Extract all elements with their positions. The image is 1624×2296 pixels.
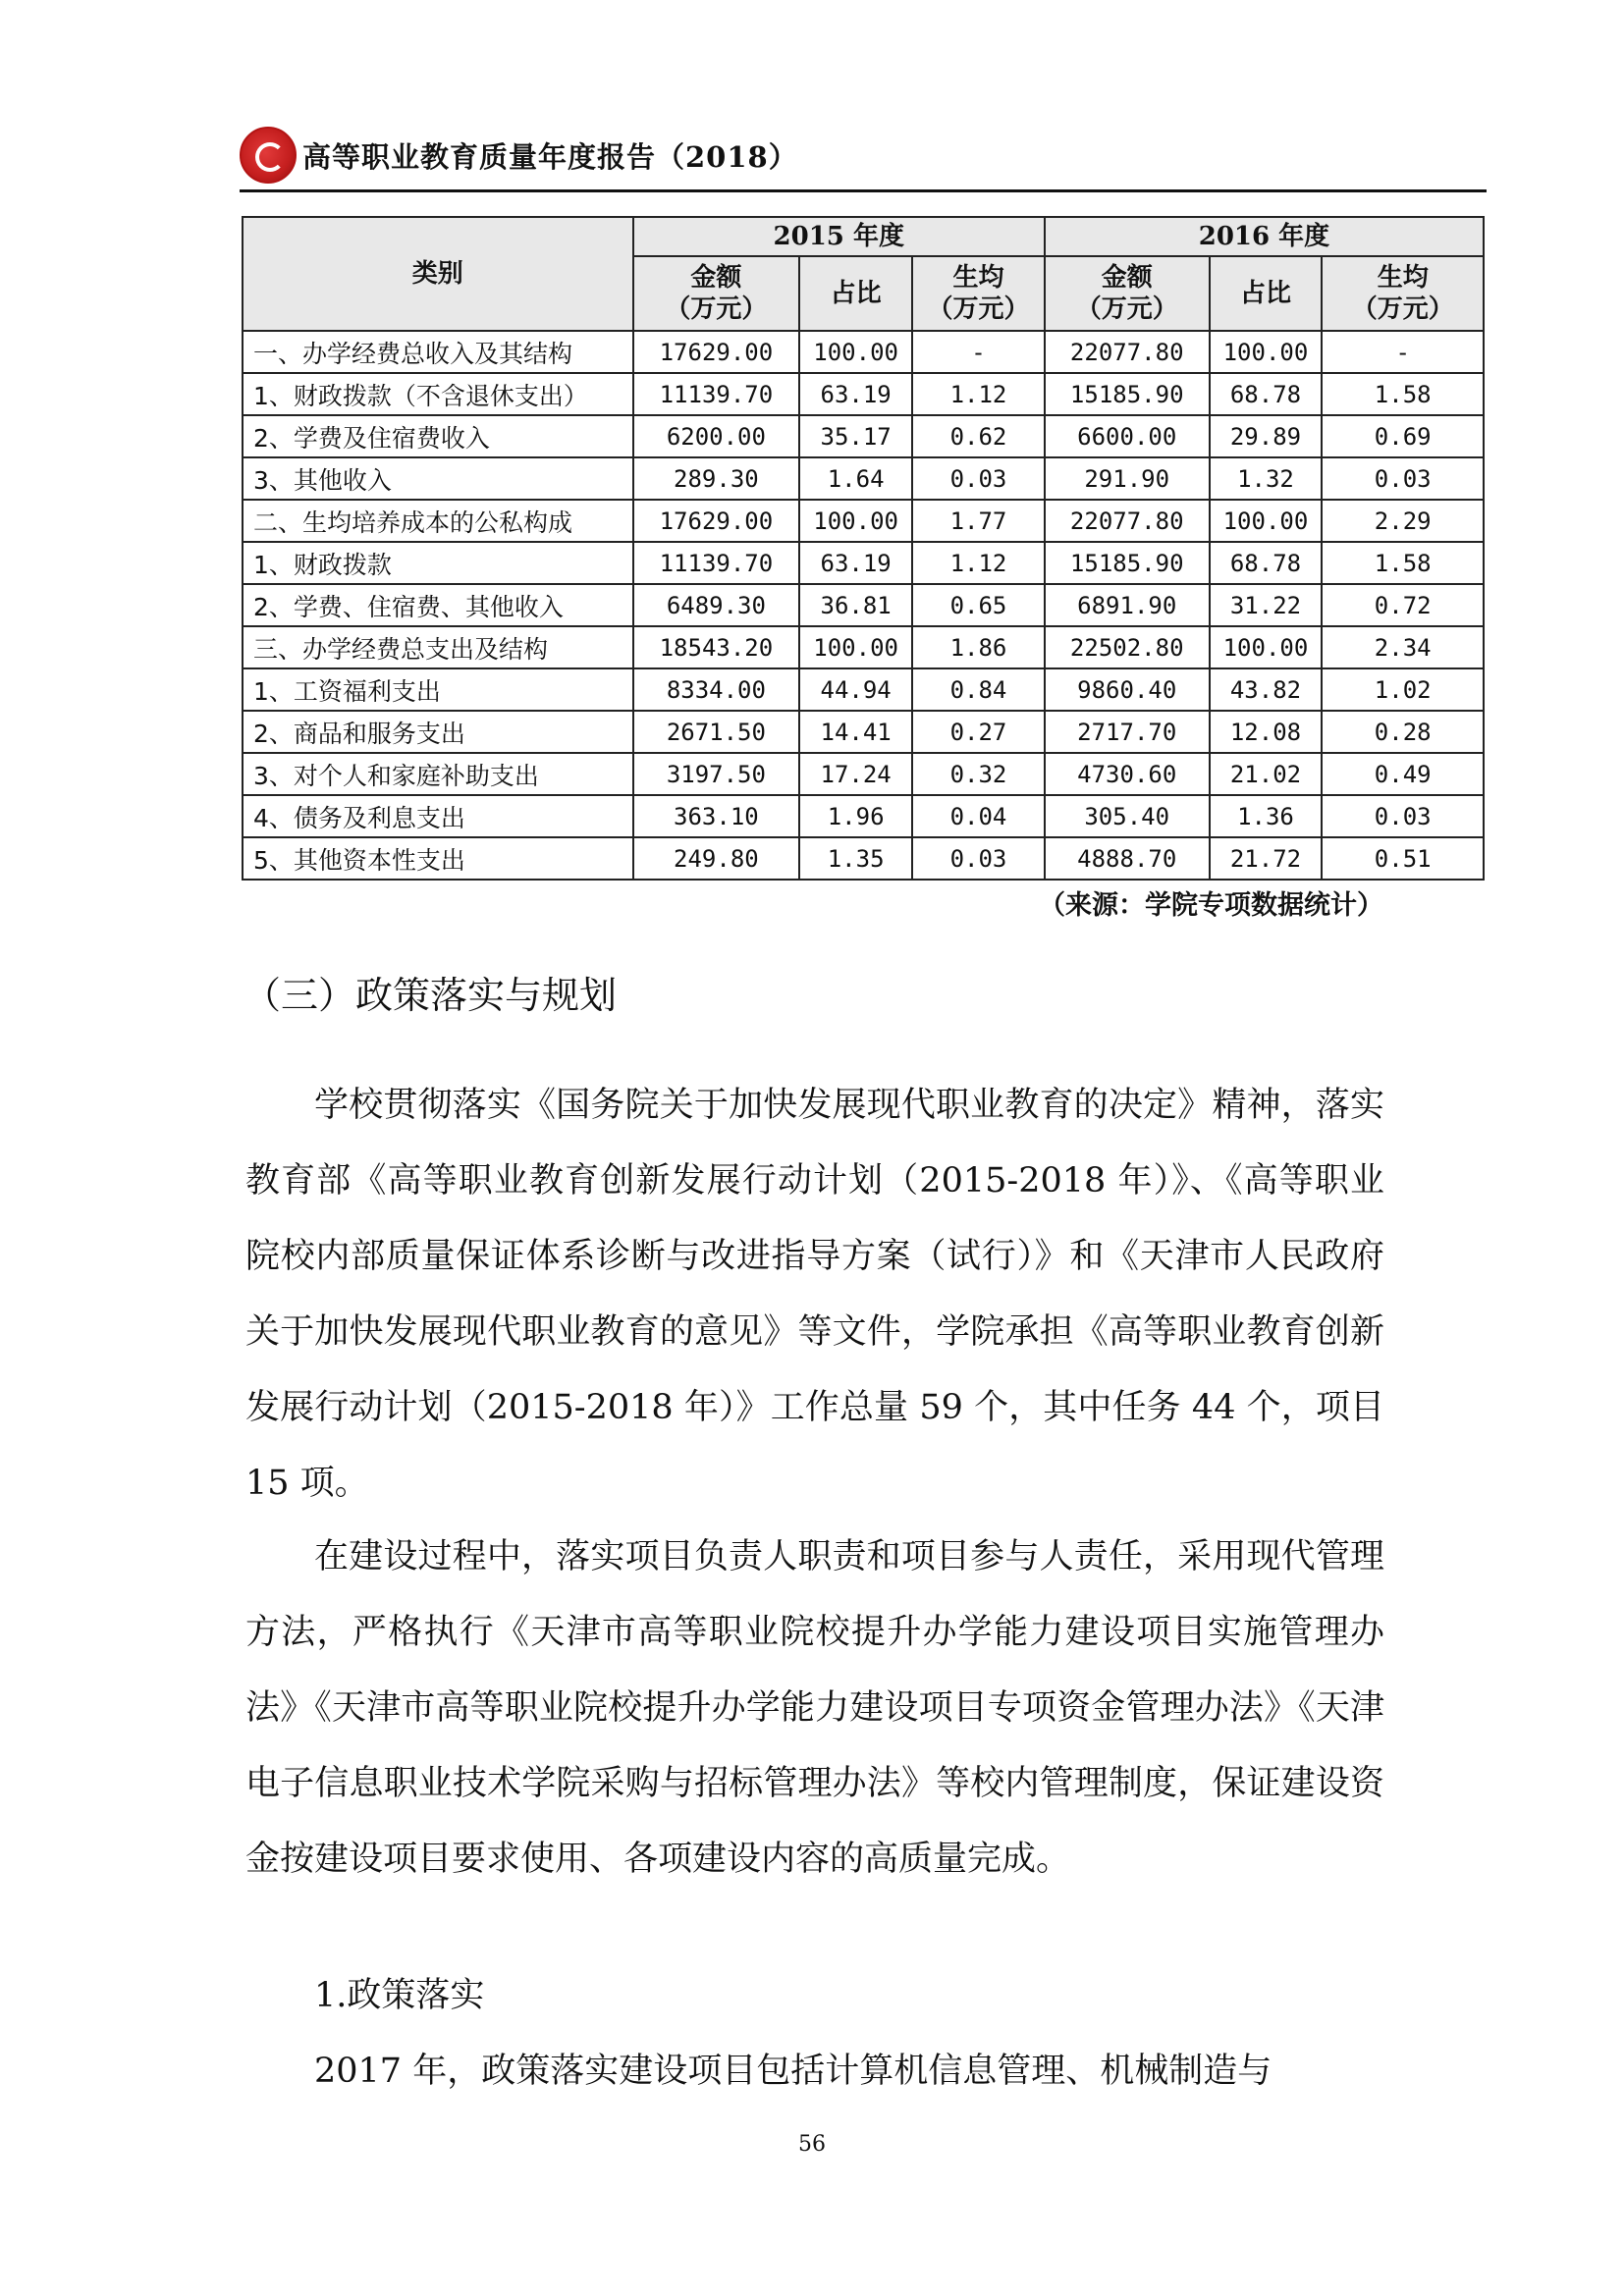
- table-row: [243, 373, 1484, 415]
- finance-table: [242, 216, 1485, 881]
- category-cell: 1、工资福利支出: [243, 668, 633, 711]
- value-cell: 6200.00: [633, 415, 800, 457]
- value-cell: -: [912, 331, 1045, 373]
- paragraph: [245, 1958, 1384, 2109]
- value-cell: 14.41: [799, 711, 912, 753]
- value-cell: 2.34: [1322, 626, 1484, 668]
- value-cell: 2671.50: [633, 711, 800, 753]
- value-cell: 100.00: [1210, 331, 1323, 373]
- value-cell: 0.03: [1322, 795, 1484, 837]
- value-cell: 6489.30: [633, 584, 800, 626]
- page-header: [240, 126, 798, 185]
- category-cell: 二、生均培养成本的公私构成: [243, 500, 633, 542]
- value-cell: 68.78: [1210, 373, 1323, 415]
- table-body: [243, 331, 1484, 880]
- value-cell: 0.27: [912, 711, 1045, 753]
- value-cell: 8334.00: [633, 668, 800, 711]
- value-cell: 4888.70: [1045, 837, 1210, 880]
- value-cell: 22077.80: [1045, 500, 1210, 542]
- value-cell: 44.94: [799, 668, 912, 711]
- value-cell: 2717.70: [1045, 711, 1210, 753]
- value-cell: 0.69: [1322, 415, 1484, 457]
- page-number: 56: [798, 2132, 826, 2157]
- header-divider: [240, 189, 1487, 192]
- value-cell: 15185.90: [1045, 373, 1210, 415]
- value-cell: 1.36: [1210, 795, 1323, 837]
- year-2016-header: 2016 年度: [1045, 217, 1484, 256]
- value-cell: 0.03: [1322, 457, 1484, 500]
- table-row: [243, 584, 1484, 626]
- category-cell: 5、其他资本性支出: [243, 837, 633, 880]
- value-cell: 31.22: [1210, 584, 1323, 626]
- value-cell: 289.30: [633, 457, 800, 500]
- value-cell: 1.58: [1322, 373, 1484, 415]
- value-cell: 22502.80: [1045, 626, 1210, 668]
- value-cell: 18543.20: [633, 626, 800, 668]
- value-cell: 35.17: [799, 415, 912, 457]
- value-cell: 11139.70: [633, 542, 800, 584]
- value-cell: 1.12: [912, 542, 1045, 584]
- category-header: 类别: [243, 217, 633, 331]
- category-cell: 3、对个人和家庭补助支出: [243, 753, 633, 795]
- table-source-note: （来源：学院专项数据统计）: [1039, 890, 1383, 921]
- value-cell: 0.65: [912, 584, 1045, 626]
- value-cell: 4730.60: [1045, 753, 1210, 795]
- category-cell: 三、办学经费总支出及结构: [243, 626, 633, 668]
- table-row: [243, 542, 1484, 584]
- category-cell: 2、学费及住宿费收入: [243, 415, 633, 457]
- value-cell: 1.96: [799, 795, 912, 837]
- value-cell: 6600.00: [1045, 415, 1210, 457]
- value-cell: 21.72: [1210, 837, 1323, 880]
- amount-header: 金额 （万元）: [633, 256, 800, 331]
- per-student-header: 生均 （万元）: [912, 256, 1045, 331]
- value-cell: 0.04: [912, 795, 1045, 837]
- value-cell: 0.03: [912, 457, 1045, 500]
- value-cell: 29.89: [1210, 415, 1323, 457]
- value-cell: 12.08: [1210, 711, 1323, 753]
- value-cell: 0.32: [912, 753, 1045, 795]
- category-cell: 2、学费、住宿费、其他收入: [243, 584, 633, 626]
- value-cell: 1.58: [1322, 542, 1484, 584]
- value-cell: 17.24: [799, 753, 912, 795]
- value-cell: 100.00: [1210, 626, 1323, 668]
- value-cell: 1.32: [1210, 457, 1323, 500]
- value-cell: 68.78: [1210, 542, 1323, 584]
- table-row: [243, 711, 1484, 753]
- value-cell: 2.29: [1322, 500, 1484, 542]
- value-cell: 22077.80: [1045, 331, 1210, 373]
- value-cell: 0.51: [1322, 837, 1484, 880]
- value-cell: 100.00: [799, 331, 912, 373]
- paragraph-text: 学校贯彻落实《国务院关于加快发展现代职业教育的决定》精神，落实教育部《高等职业教育创新发展行动计划（2015-2018 年）》、《高等职业院校内部质量保证体系诊断与改进指导方案（试行）》和《天津市人民政府关于加快发展现代职业教育的意见》等文件，学院承担《高等职业教育创新发展行动计划（2015-2018 年）》工作总量 59 个，其中任务 44 个，项目 15 项。: [245, 1086, 1384, 1503]
- value-cell: 1.86: [912, 626, 1045, 668]
- year-2015-header: 2015 年度: [633, 217, 1045, 256]
- value-cell: 0.62: [912, 415, 1045, 457]
- value-cell: 9860.40: [1045, 668, 1210, 711]
- value-cell: 100.00: [799, 500, 912, 542]
- value-cell: 11139.70: [633, 373, 800, 415]
- value-cell: 63.19: [799, 373, 912, 415]
- category-cell: 2、商品和服务支出: [243, 711, 633, 753]
- table-row: [243, 668, 1484, 711]
- value-cell: 100.00: [799, 626, 912, 668]
- report-title: 高等职业教育质量年度报告（2018）: [302, 139, 798, 174]
- table-row: [243, 753, 1484, 795]
- value-cell: 43.82: [1210, 668, 1323, 711]
- table-row: [243, 795, 1484, 837]
- paragraph: [245, 1520, 1384, 1897]
- value-cell: 6891.90: [1045, 584, 1210, 626]
- table-row: [243, 837, 1484, 880]
- table-row: [243, 626, 1484, 668]
- table-row: [243, 500, 1484, 542]
- value-cell: -: [1322, 331, 1484, 373]
- value-cell: 63.19: [799, 542, 912, 584]
- table-row: [243, 457, 1484, 500]
- section-heading: （三）政策落实与规划: [244, 974, 618, 1017]
- value-cell: 0.84: [912, 668, 1045, 711]
- value-cell: 1.77: [912, 500, 1045, 542]
- value-cell: 1.64: [799, 457, 912, 500]
- value-cell: 305.40: [1045, 795, 1210, 837]
- value-cell: 100.00: [1210, 500, 1323, 542]
- table-row: [243, 331, 1484, 373]
- category-cell: 一、办学经费总收入及其结构: [243, 331, 633, 373]
- value-cell: 0.72: [1322, 584, 1484, 626]
- value-cell: 249.80: [633, 837, 800, 880]
- table-row: [243, 415, 1484, 457]
- share-header: 占比: [1210, 256, 1323, 331]
- value-cell: 363.10: [633, 795, 800, 837]
- value-cell: 1.02: [1322, 668, 1484, 711]
- value-cell: 0.49: [1322, 753, 1484, 795]
- category-cell: 3、其他收入: [243, 457, 633, 500]
- share-header: 占比: [799, 256, 912, 331]
- category-cell: 1、财政拨款: [243, 542, 633, 584]
- value-cell: 0.28: [1322, 711, 1484, 753]
- value-cell: 17629.00: [633, 331, 800, 373]
- value-cell: 1.12: [912, 373, 1045, 415]
- value-cell: 1.35: [799, 837, 912, 880]
- paragraph-text: 在建设过程中，落实项目负责人职责和项目参与人责任，采用现代管理方法，严格执行《天津市高等职业院校提升办学能力建设项目实施管理办法》《天津市高等职业院校提升办学能力建设项目专项资金管理办法》《天津电子信息职业技术学院采购与招标管理办法》等校内管理制度，保证建设资金按建设项目要求使用、各项建设内容的高质量完成。: [245, 1537, 1384, 1879]
- value-cell: 0.03: [912, 837, 1045, 880]
- amount-header: 金额 （万元）: [1045, 256, 1210, 331]
- category-cell: 4、债务及利息支出: [243, 795, 633, 837]
- value-cell: 15185.90: [1045, 542, 1210, 584]
- value-cell: 21.02: [1210, 753, 1323, 795]
- per-student-header: 生均 （万元）: [1322, 256, 1484, 331]
- value-cell: 3197.50: [633, 753, 800, 795]
- subsection-heading: 1.政策落实: [314, 1976, 485, 2015]
- value-cell: 36.81: [799, 584, 912, 626]
- paragraph: [245, 1068, 1384, 1522]
- value-cell: 291.90: [1045, 457, 1210, 500]
- category-cell: 1、财政拨款（不含退休支出）: [243, 373, 633, 415]
- college-logo-icon: [240, 127, 297, 184]
- paragraph-text: 2017 年，政策落实建设项目包括计算机信息管理、机械制造与: [314, 2052, 1272, 2091]
- value-cell: 17629.00: [633, 500, 800, 542]
